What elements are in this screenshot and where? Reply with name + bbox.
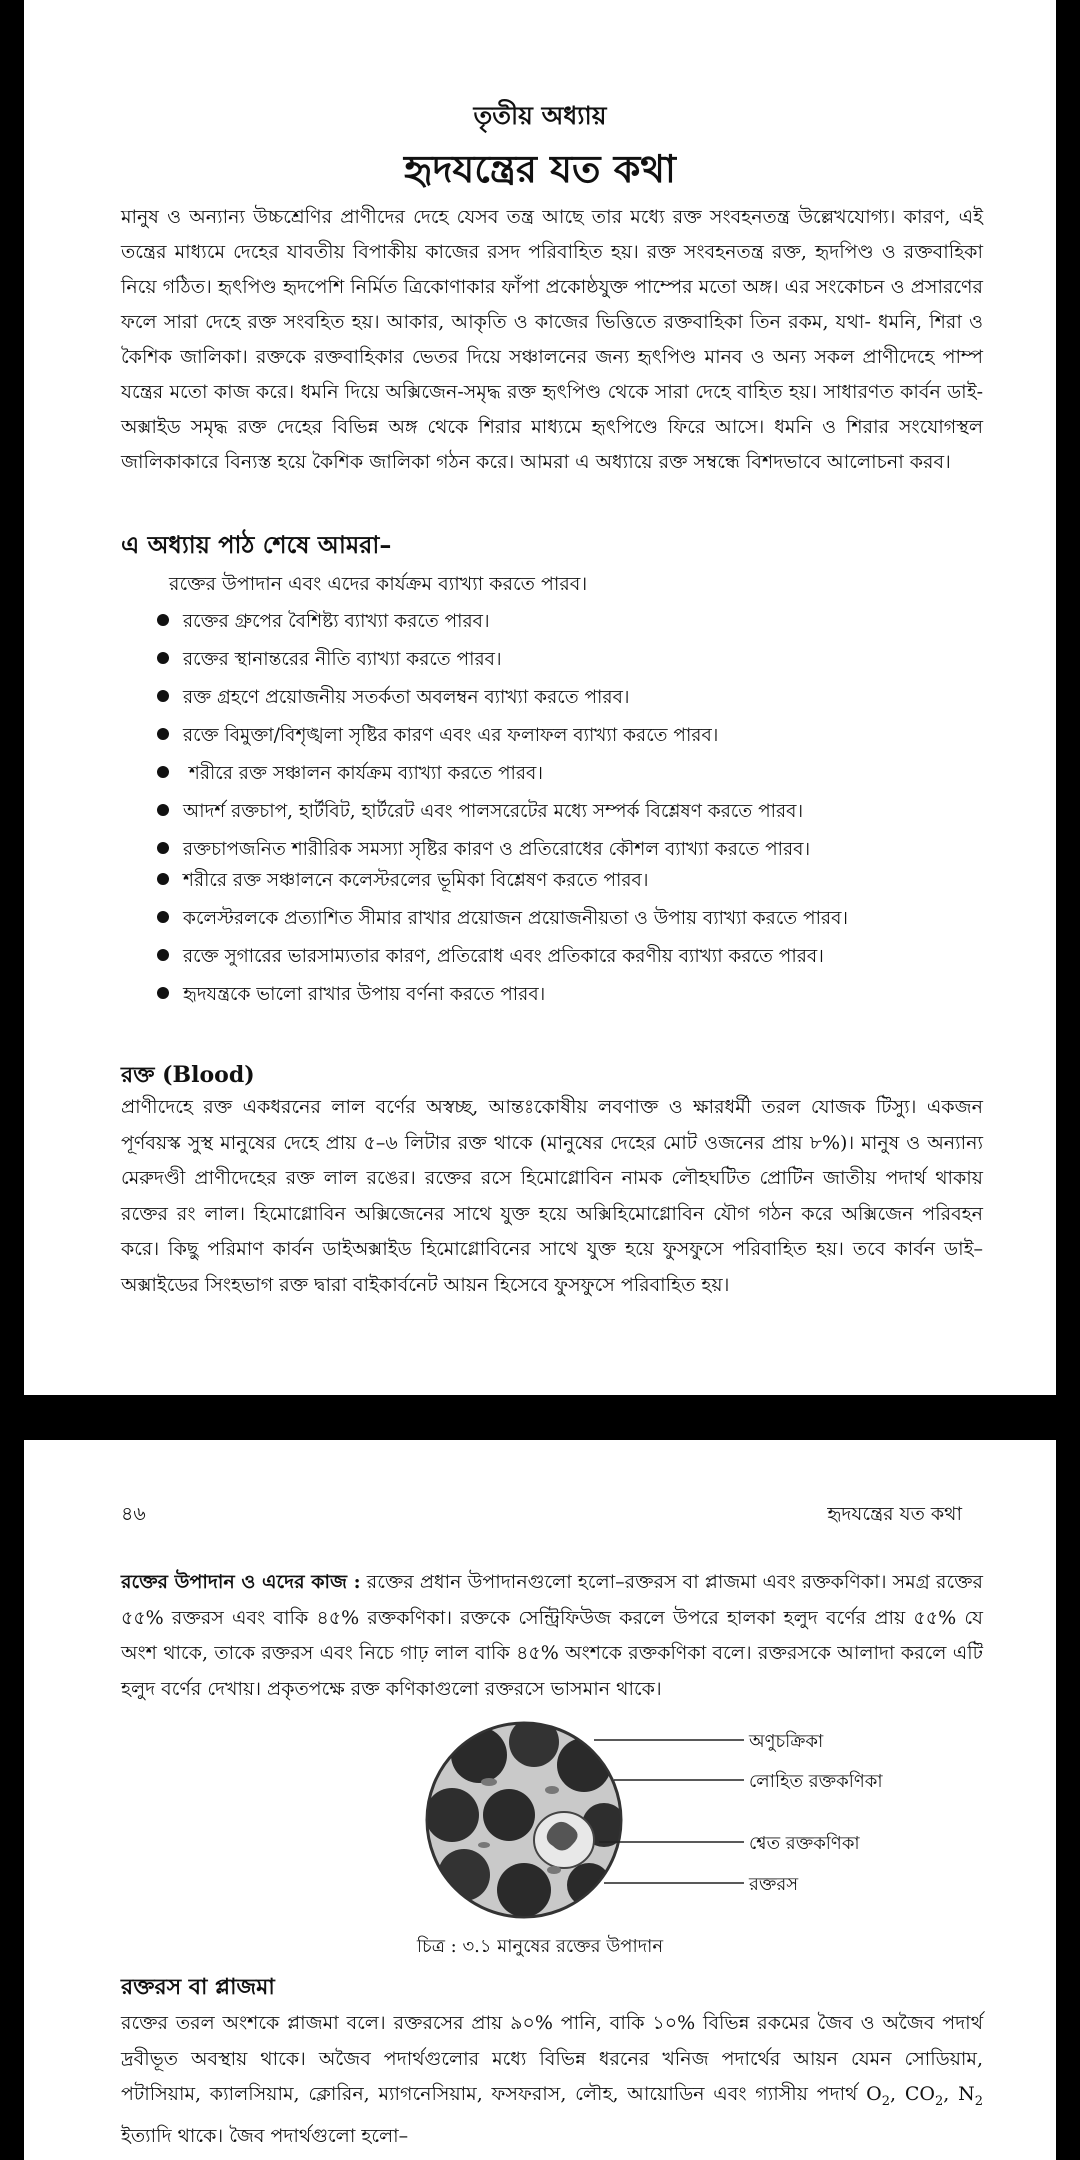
running-title: হৃদযন্ত্রের যত কথা: [827, 1503, 962, 1525]
figure-label-platelet: অণুচক্রিকা: [749, 1731, 824, 1752]
components-heading: রক্তের উপাদান ও এদের কাজ :: [121, 1571, 361, 1593]
components-paragraph: [121, 1565, 983, 1707]
chapter-title: হৃদযন্ত্রের যত কথা: [404, 146, 676, 191]
bullet-icon: [157, 804, 169, 816]
objective-item: রক্তের স্থানান্তরের নীতি ব্যাখ্যা করতে পারব।: [157, 645, 502, 676]
plasma-heading: রক্তরস বা প্লাজমা: [121, 1974, 275, 2000]
page-number: ৪৬: [121, 1503, 146, 1525]
figure-label-rbc: লোহিত রক্তকণিকা: [749, 1771, 883, 1792]
objective-item: কলেস্টরলকে প্রত্যাশিত সীমার রাখার প্রয়োজন প্রয়োজনীয়তা ও উপায় ব্যাখ্যা করতে পারব।: [157, 904, 848, 935]
formula-co2: $CO_2$: [904, 2083, 944, 2109]
bullet-icon: [157, 873, 169, 885]
objective-item: রক্তে বিমুক্তা/বিশৃঙ্খলা সৃষ্টির কারণ এবং এর ফলাফল ব্যাখ্যা করতে পারব।: [157, 721, 718, 752]
blood-paragraph: প্রাণীদেহে রক্ত একধরনের লাল বর্ণের অস্বচ্ছ, আন্তঃকোষীয় লবণাক্ত ও ক্ষারধর্মী তরল যোজক টিস্যু। একজন পূর্ণবয়স্ক সুস্থ মানুষের দেহে প্রায় ৫–৬ লিটার রক্ত থাকে (মানুষের দেহের মোট ওজনের প্রায় ৮%)। মানুষ ও অন্যান্য মেরুদণ্ডী প্রাণীদেহের রক্ত লাল রঙের। রক্তের রসে হিমোগ্লোবিন নামক লৌহঘটিত প্রোটিন জাতীয় পদার্থ থাকায় রক্তের রং লাল। হিমোগ্লোবিন অক্সিজেনের সাথে যুক্ত হয়ে অক্সিহিমোগ্লোবিন যৌগ গঠন করে অক্সিজেন পরিবহন করে। কিছু পরিমাণ কার্বন ডাইঅক্সাইড হিমোগ্লোবিনের সাথে যুক্ত হয়ে ফুসফুসে পরিবাহিত হয়। তবে কার্বন ডাই–অক্সাইডের সিংহভাগ রক্ত দ্বারা বাইকার্বনেট আয়ন হিসেবে ফুসফুসে পরিবাহিত হয়।: [121, 1096, 983, 1296]
objective-item: শরীরে রক্ত সঞ্চালনে কলেস্টরলের ভূমিকা বিশ্লেষণ করতে পারব।: [157, 866, 648, 897]
bullet-icon: [157, 949, 169, 961]
bullet-icon: [157, 614, 169, 626]
bullet-icon: [157, 987, 169, 999]
bullet-icon: [157, 842, 169, 854]
objective-item: হৃদযন্ত্রকে ভালো রাখার উপায় বর্ণনা করতে পারব।: [157, 980, 545, 1011]
objective-item: রক্তে সুগারের ভারসাম্যতার কারণ, প্রতিরোধ এবং প্রতিকারে করণীয় ব্যাখ্যা করতে পারব।: [157, 942, 824, 973]
formula-o2: $O_2$: [866, 2083, 891, 2109]
figure-label-plasma: রক্তরস: [749, 1874, 799, 1895]
bullet-icon: [157, 766, 169, 778]
figure-caption: চিত্র : ৩.১ মানুষের রক্তের উপাদান: [416, 1936, 664, 1957]
plasma-paragraph: রক্তের তরল অংশকে প্লাজমা বলে। রক্তরসের প্রায় ৯০% পানি, বাকি ১০% বিভিন্ন রকমের জৈব ও অজৈব পদার্থ দ্রবীভূত অবস্থায় থাকে। অজৈব পদার্থগুলোর মধ্যে বিভিন্ন ধরনের খনিজ পদার্থের আয়ন যেমন সোডিয়াম, পটাসিয়াম, ক্যালসিয়াম, ক্লোরিন, ম্যাগনেসিয়াম, ফসফরাস, লৌহ, আয়োডিন এবং গ্যাসীয় পদার্থ $O_2$, $CO_2$, $N_2$ ইত্যাদি থাকে। জৈব পদার্থগুলো হলো–: [121, 2012, 983, 2148]
objective-item: রক্তের গ্রুপের বৈশিষ্ট্য ব্যাখ্যা করতে পারব।: [157, 607, 490, 638]
blood-cell-illustration: [424, 1720, 944, 1920]
intro-paragraph: মানুষ ও অন্যান্য উচ্চশ্রেণির প্রাণীদের দেহে যেসব তন্ত্র আছে তার মধ্যে রক্ত সংবহনতন্ত্র উল্লেখযোগ্য। কারণ, এই তন্ত্রের মাধ্যমে দেহের যাবতীয় বিপাকীয় কাজের রসদ পরিবাহিত হয়। রক্ত সংবহনতন্ত্র রক্ত, হৃদপিণ্ড ও রক্তবাহিকা নিয়ে গঠিত। হৃৎপিণ্ড হৃদপেশি নির্মিত ত্রিকোণাকার ফাঁপা প্রকোষ্ঠযুক্ত পাম্পের মতো অঙ্গ। এর সংকোচন ও প্রসারণের ফলে সারা দেহে রক্ত সংবহিত হয়। আকার, আকৃতি ও কাজের ভিত্তিতে রক্তবাহিকা তিন রকম, যথা- ধমনি, শিরা ও কৈশিক জালিকা। রক্তকে রক্তবাহিকার ভেতর দিয়ে সঞ্চালনের জন্য হৃৎপিণ্ড মানব ও অন্য সকল প্রাণীদেহে পাম্প যন্ত্রের মতো কাজ করে। ধমনি দিয়ে অক্সিজেন-সমৃদ্ধ রক্ত হৃৎপিণ্ড থেকে সারা দেহে বাহিত হয়। সাধারণত কার্বন ডাই-অক্সাইড সমৃদ্ধ রক্ত দেহের বিভিন্ন অঙ্গ থেকে শিরার মাধ্যমে হৃৎপিণ্ডে ফিরে আসে। ধমনি ও শিরার সংযোগস্থল জালিকাকারে বিন্যস্ত হয়ে কৈশিক জালিকা গঠন করে। আমরা এ অধ্যায়ে রক্ত সম্বন্ধে বিশদভাবে আলোচনা করব।: [121, 206, 983, 473]
objective-item: আদর্শ রক্তচাপ, হার্টবিট, হার্টরেট এবং পালসরেটের মধ্যে সম্পর্ক বিশ্লেষণ করতে পারব।: [157, 797, 803, 828]
blood-heading: রক্ত (Blood): [121, 1062, 255, 1088]
objective-item: রক্ত গ্রহণে প্রয়োজনীয় সতর্কতা অবলম্বন ব্যাখ্যা করতে পারব।: [157, 683, 629, 714]
bullet-icon: [157, 728, 169, 740]
textbook-page-2: [24, 1440, 1056, 2160]
objectives-heading: এ অধ্যায় পাঠ শেষে আমরা–: [121, 530, 392, 559]
objective-item: রক্তচাপজনিত শারীরিক সমস্যা সৃষ্টির কারণ ও প্রতিরোধের কৌশল ব্যাখ্যা করতে পারব।: [157, 835, 810, 866]
objectives-lead: রক্তের উপাদান এবং এদের কার্যক্রম ব্যাখ্যা করতে পারব।: [169, 573, 588, 595]
components-text: রক্তের প্রধান উপাদানগুলো হলো–রক্তরস বা প্লাজমা এবং রক্তকণিকা। সমগ্র রক্তের ৫৫% রক্তরস এবং বাকি ৪৫% রক্তকণিকা। রক্তকে সেন্ট্রিফিউজ করলে উপরে হালকা হলুদ বর্ণের প্রায় ৫৫% যে অংশ থাকে, তাকে রক্তরস এবং নিচে গাঢ় লাল বাকি ৪৫% অংশকে রক্তকণিকা বলে। রক্তরসকে আলাদা করলে এটি হলুদ বর্ণের দেখায়। প্রকৃতপক্ষে রক্ত কণিকাগুলো রক্তরসে ভাসমান থাকে।: [121, 1571, 983, 1700]
objective-item: শরীরে রক্ত সঞ্চালন কার্যক্রম ব্যাখ্যা করতে পারব।: [157, 759, 543, 790]
figure-label-wbc: শ্বেত রক্তকণিকা: [749, 1833, 860, 1854]
textbook-page-1: [24, 0, 1056, 1395]
formula-n2: $N_2$: [958, 2083, 983, 2109]
blood-components-figure: [424, 1720, 944, 1920]
bullet-icon: [157, 652, 169, 664]
bullet-icon: [157, 911, 169, 923]
bullet-icon: [157, 690, 169, 702]
chapter-label: তৃতীয় অধ্যায়: [473, 101, 607, 130]
